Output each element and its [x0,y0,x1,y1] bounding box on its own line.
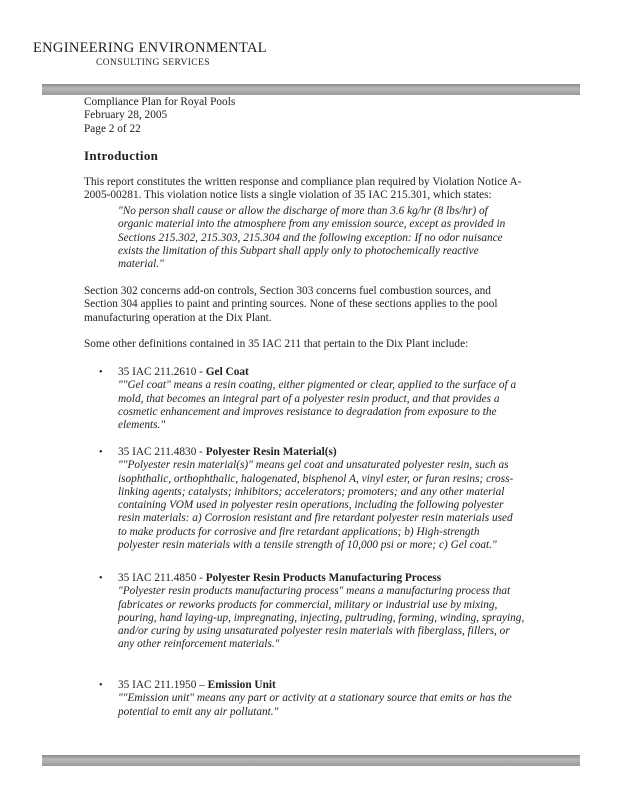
definition-term: Gel Coat [205,366,249,378]
text-line: elements." [118,419,166,432]
text-line: 2005-00281. This violation notice lists a single violation of 35 IAC 215.301, which states: [84,189,492,202]
bullet-icon: • [99,680,103,691]
text-line: ""Gel coat" means a resin coating, either pigmented or clear, applied to the surface of a [118,379,517,392]
document-date: February 28, 2005 [84,109,168,122]
bullet-icon: • [99,573,103,584]
page-number: Page 2 of 22 [84,122,141,135]
text-line: isophthalic, orthophthalic, halogenated, bisphenol A, vinyl ester, or furan resins; cross- [118,472,514,485]
text-line: Some other definitions contained in 35 IAC 211 that pertain to the Dix Plant include: [84,338,469,350]
letterhead-division: CONSULTING SERVICES [96,58,210,68]
definition-term: Emission Unit [207,679,276,691]
regulation-quote [118,205,505,271]
text-line: pouring, hand laying-up, impregnating, injecting, pultruding, forming, winding, spraying, [118,611,525,624]
text-line: resin materials: a) Corrosion resistant and fire retardant polyester resin materials used [118,512,513,525]
text-line: linking agents; catalysts; inhibitors; accelerators; promoters; and any other material [118,485,505,498]
text-line: fabricates or reworks products for commercial, military or industrial use by mixing, [118,598,498,611]
header-divider [42,84,580,95]
definition-item [118,572,524,652]
text-line: organic material into the atmosphere from any emission source, except as provided in [118,218,506,231]
letterhead-company: ENGINEERING ENVIRONMENTAL [33,40,267,56]
definition-item [118,679,512,719]
text-line: This report constitutes the written response and compliance plan required by Violation Notice A- [84,176,522,188]
definition-item [118,446,513,552]
definition-term: Polyester Resin Products Manufacturing Process [205,572,442,584]
text-line: Section 304 applies to paint and printing sources. None of these sections applies to the pool [84,298,498,311]
bullet-icon: • [99,447,103,458]
text-line: mold, that becomes an integral part of a polyester resin product, and that provides a [118,392,500,405]
text-line: Sections 215.302, 215.303, 215.304 and the following exception: If no odor nuisance [118,231,503,244]
section-heading: Introduction [84,148,159,163]
text-line: polyester resin materials with a tensile strength of 10,000 psi or more; c) Gel coat." [118,539,497,552]
footer-divider [42,755,580,766]
bullet-icon: • [99,367,103,378]
text-line: ""Polyester resin material(s)" means gel coat and unsaturated polyester resin, such as [118,459,509,472]
text-line: ""Emission unit" means any part or activity at a stationary source that emits or has the [118,692,512,705]
text-line: containing VOM used in polyester resin operations, including the following polyester [118,499,504,512]
definition-term: Polyester Resin Material(s) [205,446,337,458]
intro-paragraph [84,176,521,203]
text-line: "Polyester resin products manufacturing process" means a manufacturing process that [118,585,511,598]
definitions-intro [84,338,468,351]
definition-ref: 35 IAC 211.4850 - [118,572,206,584]
sections-paragraph [84,285,498,325]
definition-ref: 35 IAC 211.2610 - [118,366,206,378]
text-line: manufacturing operation at the Dix Plant. [84,311,272,324]
document-title: Compliance Plan for Royal Pools [84,96,236,108]
text-line: material." [118,258,164,271]
text-line: and/or curing by using unsaturated polyester resin materials with fiberglass, fillers, or [118,625,510,638]
text-line: Section 302 concerns add-on controls, Section 303 concerns fuel combustion sources, and [84,285,491,297]
definition-item [118,366,516,432]
text-line: "No person shall cause or allow the discharge of more than 3.6 kg/hr (8 lbs/hr) of [118,205,488,217]
document-meta [84,96,235,136]
definition-ref: 35 IAC 211.4830 - [118,446,206,458]
text-line: potential to emit any air pollutant." [118,705,279,718]
text-line: to make products for corrosive and fire retardant applications; b) High-strength [118,525,480,538]
definition-ref: 35 IAC 211.1950 – [118,679,208,691]
text-line: exists the limitation of this Subpart shall apply only to photochemically reactive [118,244,479,257]
text-line: any other reinforcement materials." [118,638,280,651]
text-line: cosmetic enhancement and improves resistance to degradation from exposure to the [118,405,497,418]
